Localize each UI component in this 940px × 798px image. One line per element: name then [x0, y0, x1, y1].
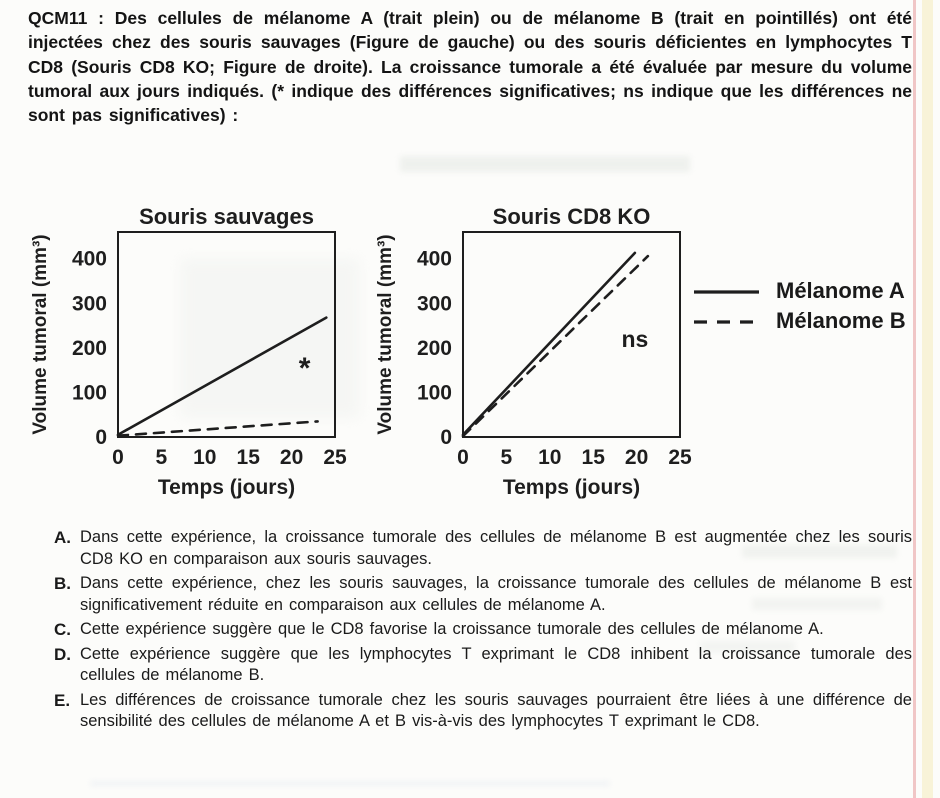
y-tick-label: 0: [95, 426, 107, 449]
significance-annotation: ns: [621, 325, 649, 352]
answer-options: [54, 527, 912, 736]
chart-souris-cd8-ko: [375, 200, 695, 512]
y-tick-label: 300: [71, 292, 107, 316]
option-e: [54, 690, 912, 733]
bleed-through-artifact: [90, 781, 610, 786]
chart-canvas: [30, 200, 350, 512]
x-axis-label: Temps (jours): [157, 476, 296, 499]
x-tick-label: 25: [323, 446, 347, 469]
option-text: Les différences de croissance tumorale chez les souris sauvages pourraient être liées à une différence de sensibilité des cellules de mélanome A et B vis-à-vis des lymphocytes T exprimant le CD8.: [80, 690, 912, 730]
x-tick-label: 15: [236, 446, 260, 469]
y-tick-label: 200: [416, 336, 452, 360]
option-letter: D.: [54, 644, 71, 664]
chart-canvas: [375, 200, 695, 512]
y-tick-label: 400: [416, 247, 452, 271]
option-a: [54, 527, 912, 570]
y-tick-label: 200: [71, 336, 107, 360]
y-tick-label: 400: [71, 247, 107, 271]
x-tick-label: 25: [668, 446, 692, 469]
option-text: Cette expérience suggère que les lymphocytes T exprimant le CD8 inhibent la croissance tumorale des cellules de mélanome B.: [80, 644, 912, 684]
x-tick-label: 20: [624, 446, 649, 469]
option-d: [54, 644, 912, 687]
y-tick-label: 100: [71, 381, 107, 405]
legend-label: Mélanome B: [776, 308, 906, 333]
chart-souris-sauvages: [30, 200, 350, 512]
option-letter: B.: [54, 574, 71, 593]
option-letter: C.: [54, 620, 71, 639]
y-tick-label: 300: [416, 292, 452, 316]
x-tick-label: 15: [581, 446, 605, 469]
option-letter: A.: [54, 528, 71, 547]
series-dashed: [463, 256, 648, 436]
y-tick-label: 100: [416, 381, 452, 405]
x-tick-label: 0: [457, 446, 469, 469]
y-axis-label: Volume tumoral (mm³): [375, 234, 396, 435]
option-text: Dans cette expérience, chez les souris sauvages, la croissance tumorale des cellules de mélanome B est significativement réduite en comparaison aux cellules de mélanome A.: [80, 574, 912, 614]
series-dashed: [118, 421, 318, 435]
legend-item-melanome-a: [692, 276, 906, 306]
option-letter: E.: [54, 690, 71, 710]
x-tick-label: 10: [538, 446, 562, 469]
chart-title: Souris CD8 KO: [492, 204, 651, 229]
legend-label: Mélanome A: [776, 278, 905, 303]
x-tick-label: 0: [112, 446, 124, 469]
bleed-through-artifact: [400, 156, 690, 172]
y-tick-label: 0: [440, 426, 452, 449]
margin-rule-line: [913, 0, 916, 798]
option-text: Dans cette expérience, la croissance tumorale des cellules de mélanome B est augmentée chez les souris CD8 KO en comparaison aux souris sauvages.: [80, 528, 912, 568]
x-tick-label: 10: [193, 446, 217, 469]
dashed-line-swatch: [692, 309, 762, 333]
chart-title: Souris sauvages: [139, 204, 314, 229]
option-c: [54, 619, 912, 641]
series-solid: [463, 253, 635, 435]
x-axis-label: Temps (jours): [502, 476, 641, 499]
chart-legend: [692, 276, 906, 336]
series-solid: [118, 318, 326, 435]
significance-annotation: *: [298, 351, 311, 385]
margin-paper-strip: [922, 0, 933, 798]
solid-line-swatch: [692, 279, 762, 303]
y-axis-label: Volume tumoral (mm³): [30, 234, 51, 435]
x-tick-label: 5: [155, 446, 168, 469]
option-b: [54, 573, 912, 616]
plot-frame: [118, 232, 335, 437]
legend-item-melanome-b: [692, 306, 906, 336]
option-text: Cette expérience suggère que le CD8 favorise la croissance tumorale des cellules de mélanome A.: [80, 620, 824, 638]
x-tick-label: 5: [500, 446, 513, 469]
x-tick-label: 20: [279, 446, 304, 469]
question-statement: QCM11 : Des cellules de mélanome A (trait plein) ou de mélanome B (trait en pointillés) ont été injectées chez des souris sauvages (Figure de gauche) ou des souris déficientes en lymphocytes T CD8 (Souris CD8 KO; Figure de droite). La croissance tumorale a été évaluée par mesure du volume tumoral aux jours indiqués. (* indique des différences significatives; ns indique que les différences ne sont pas significatives) :: [28, 8, 912, 126]
